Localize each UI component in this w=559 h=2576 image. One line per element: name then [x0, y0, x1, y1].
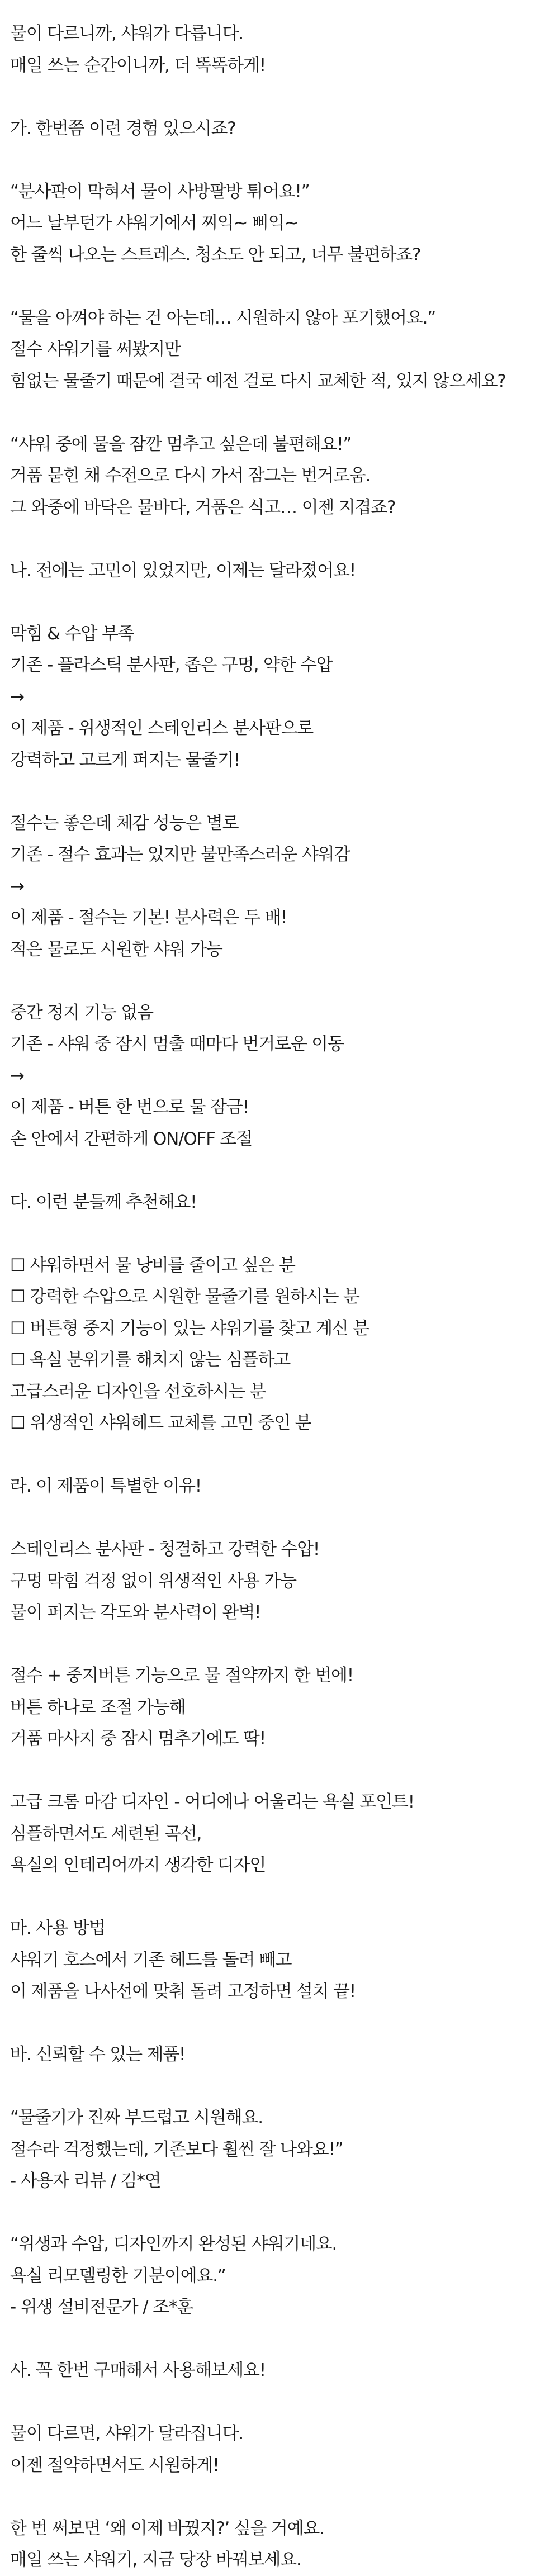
text-line: ☐ 샤워하면서 물 낭비를 줄이고 싶은 분: [10, 1255, 295, 1275]
text-paragraph: [10, 1250, 559, 1439]
text-paragraph: [10, 429, 559, 524]
text-line: 사. 꼭 한번 구매해서 사용해보세요!: [10, 2360, 266, 2380]
paragraph-gap: [10, 1755, 559, 1787]
text-line: 고급 크롬 마감 디자인 - 어디에나 어울리는 욕실 포인트!: [10, 1792, 414, 1812]
text-line: 강력하고 고르게 퍼지는 물줄기!: [10, 749, 240, 770]
paragraph-gap: [10, 1881, 559, 1913]
text-line: →: [10, 876, 24, 896]
text-paragraph: [10, 18, 559, 81]
text-line: “위생과 수압, 디자인까지 완성된 샤워기네요.: [10, 2234, 337, 2254]
text-line: 라. 이 제품이 특별한 이유!: [10, 1476, 201, 1496]
text-line: 이 제품 - 절수는 기본! 분사력은 두 배!: [10, 908, 287, 928]
paragraph-gap: [10, 144, 559, 176]
text-paragraph: [10, 2355, 559, 2387]
text-line: 절수라 걱정했는데, 기존보다 훨씬 잘 나와요!”: [10, 2139, 343, 2160]
text-line: 나. 전에는 고민이 있었지만, 이제는 달라졌어요!: [10, 560, 356, 581]
text-line: ☐ 위생적인 샤워헤드 교체를 고민 중인 분: [10, 1413, 311, 1433]
text-line: “분사판이 막혀서 물이 사방팔방 튀어요!”: [10, 181, 310, 202]
paragraph-gap: [10, 1629, 559, 1661]
paragraph-gap: [10, 1155, 559, 1187]
text-line: “물을 아껴야 하는 건 아는데… 시원하지 않아 포기했어요.”: [10, 307, 436, 328]
text-line: 이 제품을 나사선에 맞춰 돌려 고정하면 설치 끝!: [10, 1981, 356, 2001]
text-line: ☐ 버튼형 중지 기능이 있는 샤워기를 찾고 계신 분: [10, 1318, 369, 1339]
text-line: 거품 묻힌 채 수전으로 다시 가서 잠그는 번거로움.: [10, 466, 371, 486]
text-line: 마. 사용 방법: [10, 1918, 105, 1938]
paragraph-gap: [10, 523, 559, 555]
text-line: 한 줄씩 나오는 스트레스. 청소도 안 되고, 너무 불편하죠?: [10, 244, 421, 265]
text-paragraph: [10, 176, 559, 271]
text-paragraph: [10, 555, 559, 587]
text-line: 물이 다르니까, 샤워가 다릅니다.: [10, 23, 243, 44]
text-paragraph: [10, 2418, 559, 2481]
text-line: 절수 + 중지버튼 기능으로 물 절약까지 한 번에!: [10, 1666, 354, 1686]
text-paragraph: [10, 2513, 559, 2576]
text-paragraph: [10, 1534, 559, 1629]
text-paragraph: [10, 1470, 559, 1502]
text-line: 기존 - 플라스틱 분사판, 좁은 구멍, 약한 수압: [10, 655, 333, 675]
text-line: 구멍 막힘 걱정 없이 위생적인 사용 가능: [10, 1571, 296, 1591]
text-line: 물이 다르면, 샤워가 달라집니다.: [10, 2423, 243, 2444]
text-line: 물이 퍼지는 각도와 분사력이 완벽!: [10, 1602, 261, 1623]
paragraph-gap: [10, 965, 559, 997]
paragraph-gap: [10, 2008, 559, 2039]
text-line: →: [10, 1065, 24, 1086]
text-line: 매일 쓰는 샤워기, 지금 당장 바꿔보세요.: [10, 2550, 301, 2570]
paragraph-gap: [10, 2197, 559, 2229]
text-line: 적은 물로도 시원한 샤워 가능: [10, 939, 222, 960]
text-line: 이 제품 - 위생적인 스테인리스 분사판으로: [10, 718, 313, 738]
text-paragraph: [10, 302, 559, 397]
text-line: 심플하면서도 세련된 곡선,: [10, 1823, 202, 1844]
text-line: 스테인리스 분사판 - 청결하고 강력한 수압!: [10, 1539, 320, 1559]
text-paragraph: [10, 1786, 559, 1881]
paragraph-gap: [10, 397, 559, 429]
text-line: 기존 - 샤워 중 잠시 멈출 때마다 번거로운 이동: [10, 1034, 344, 1054]
text-line: 막힘 & 수압 부족: [10, 623, 134, 644]
text-paragraph: [10, 113, 559, 145]
text-paragraph: [10, 1187, 559, 1218]
text-line: 욕실 리모델링한 기분이에요.”: [10, 2265, 226, 2286]
paragraph-gap: [10, 81, 559, 113]
text-paragraph: [10, 2039, 559, 2071]
text-line: 한 번 써보면 ‘왜 이제 바꿨지?’ 싶을 거예요.: [10, 2518, 324, 2539]
paragraph-gap: [10, 2481, 559, 2513]
text-line: 그 와중에 바닥은 물바다, 거품은 식고… 이젠 지겹죠?: [10, 497, 396, 518]
text-line: - 사용자 리뷰 / 김*연: [10, 2171, 161, 2191]
text-paragraph: [10, 1913, 559, 2008]
paragraph-gap: [10, 2387, 559, 2418]
text-line: 중간 정지 기능 없음: [10, 1002, 153, 1023]
text-line: 이젠 절약하면서도 시원하게!: [10, 2455, 219, 2475]
text-line: 힘없는 물줄기 때문에 결국 예전 걸로 다시 교체한 적, 있지 않으세요?: [10, 371, 506, 391]
text-line: “물줄기가 진짜 부드럽고 시원해요.: [10, 2108, 263, 2128]
paragraph-gap: [10, 1218, 559, 1250]
text-line: “샤워 중에 물을 잠깐 멈추고 싶은데 불편해요!”: [10, 434, 352, 454]
paragraph-gap: [10, 776, 559, 808]
text-line: 거품 마사지 중 잠시 멈추기에도 딱!: [10, 1729, 266, 1749]
paragraph-gap: [10, 2071, 559, 2103]
text-line: 매일 쓰는 순간이니까, 더 똑똑하게!: [10, 55, 266, 75]
paragraph-gap: [10, 586, 559, 618]
text-line: 가. 한번쯤 이런 경험 있으시죠?: [10, 118, 236, 139]
paragraph-gap: [10, 1502, 559, 1534]
text-line: 이 제품 - 버튼 한 번으로 물 잠금!: [10, 1097, 249, 1117]
text-line: 절수는 좋은데 체감 성능은 별로: [10, 813, 239, 833]
text-line: →: [10, 686, 24, 707]
text-paragraph: [10, 618, 559, 776]
text-line: 기존 - 절수 효과는 있지만 불만족스러운 샤워감: [10, 845, 350, 865]
paragraph-gap: [10, 2323, 559, 2355]
text-line: 다. 이런 분들께 추천해요!: [10, 1192, 197, 1212]
text-line: 고급스러운 디자인을 선호하시는 분: [10, 1381, 266, 1402]
text-paragraph: [10, 2228, 559, 2323]
text-line: 샤워기 호스에서 기존 헤드를 돌려 빼고: [10, 1949, 292, 1970]
text-line: 버튼 하나로 조절 가능해: [10, 1697, 186, 1718]
text-line: 손 안에서 간편하게 ON/OFF 조절: [10, 1128, 252, 1149]
text-line: - 위생 설비전문가 / 조*훈: [10, 2297, 193, 2317]
text-paragraph: [10, 997, 559, 1155]
text-line: ☐ 욕실 분위기를 해치지 않는 심플하고: [10, 1350, 291, 1370]
text-line: ☐ 강력한 수압으로 시원한 물줄기를 원하시는 분: [10, 1287, 359, 1307]
paragraph-gap: [10, 1439, 559, 1471]
text-paragraph: [10, 1660, 559, 1755]
text-paragraph: [10, 2102, 559, 2197]
text-line: 어느 날부턴가 샤워기에서 찌익~ 삐익~: [10, 213, 299, 233]
text-paragraph: [10, 808, 559, 966]
text-line: 절수 샤워기를 써봤지만: [10, 339, 181, 359]
text-line: 욕실의 인테리어까지 생각한 디자인: [10, 1855, 266, 1875]
text-line: 바. 신뢰할 수 있는 제품!: [10, 2044, 186, 2065]
paragraph-gap: [10, 271, 559, 302]
